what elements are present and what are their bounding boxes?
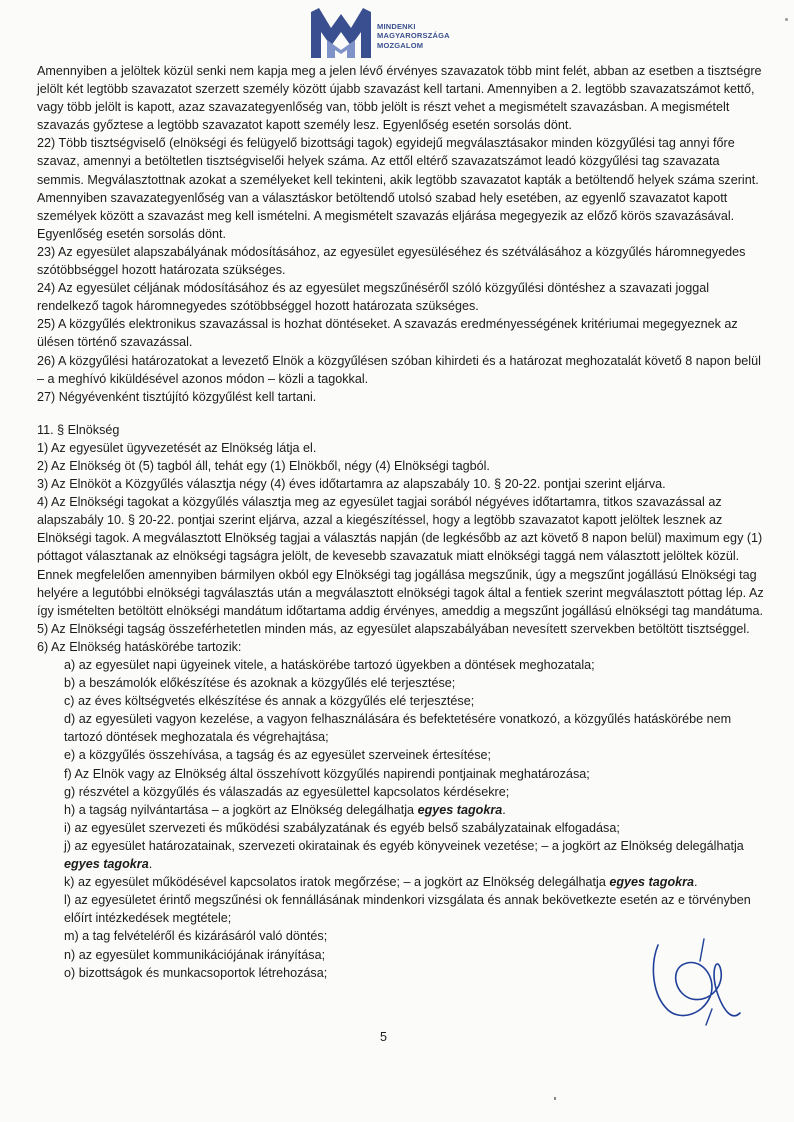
list-item-h-end: . (502, 802, 506, 817)
list-item-h (37, 801, 767, 819)
paragraph-24: 24) Az egyesület céljának módosításához és az egyesület megszűnéséről szóló közgyűlési döntéshez a szavazati joggal rendelkező tagok háromnegyedes szótöbbséggel hozott határozata szükséges. (37, 281, 710, 314)
list-item-m: m) a tag felvételéről és kizárásáról való döntés; (64, 929, 328, 944)
document-body (37, 62, 767, 982)
paragraph-25: 25) A közgyűlés elektronikus szavazással is hozhat döntéseket. A szavazás eredményességének kritériumai megegyeznek az ülésen történő szavazással. (37, 317, 738, 350)
list-item-j-text: j) az egyesület határozatainak, szervezeti okiratainak és egyéb könyveinek vezetése; – a jogkört az Elnökség delegálhatja (64, 838, 744, 853)
paragraph-22: 22) Több tisztségviselő (elnökségi és felügyelő bizottsági tagok) egyidejű megválasztásakor minden közgyűlési tag annyi főre szavaz, amennyi a betöltetlen tisztségviselői helyek száma. Az ettől eltérő szavazatszámot leadó közgyűlési tag szavazata semmis. Megválasztottnak azokat a személyeket kell tekinteni, akik legtöbb szavazatot kapták a betöltendő helyek száma szerint. Amennyiben szavazategyenlőség van a választáskor betöltendő utolsó szabad hely esetében, az egyenlő szavazatot kapott személyek között a szavazást meg kell ismételni. A megismételt szavazás eljárása megegyezik az előző körös szavazásával. Egyenlőség esetén sorsolás dönt. (37, 136, 759, 241)
logo-line-3: MOZGALOM (377, 40, 424, 50)
list-item-k-text: k) az egyesület működésével kapcsolatos iratok megőrzése; – a jogkört az Elnökség delegálhatja (64, 875, 610, 890)
scan-mark (554, 1097, 556, 1100)
list-item-l: l) az egyesületet érintő megszűnési ok fennállásának mindenkori vizsgálata és annak bekövetkezte esetén az e törvényben előírt intézkedések megtétele; (64, 893, 751, 926)
list-item-o: o) bizottságok és munkacsoportok létrehozása; (64, 965, 328, 980)
paragraph-26: 26) A közgyűlési határozatokat a levezető Elnök a közgyűlésen szóban kihirdeti és a határozat meghozatalát követő 8 napon belül – a meghívó kiküldésével azonos módon – közli a tagokkal. (37, 353, 761, 386)
logo-text (377, 22, 450, 51)
paragraph-23: 23) Az egyesület alapszabályának módosításához, az egyesület egyesüléséhez és szétválásához a közgyűlés háromnegyedes szótöbbséggel hozott határozata szükséges. (37, 244, 746, 278)
list-item-j-end: . (148, 857, 153, 872)
section-11-point-1: 1) Az egyesület ügyvezetését az Elnökség látja el. (37, 440, 317, 455)
list-item-j-emphasis: egyes tagokra (64, 857, 149, 872)
list-item-i: i) az egyesület szervezeti és működési szabályzatának és egyéb belső szabályzatainak elfogadása; (64, 820, 620, 835)
list-item-j (37, 837, 767, 873)
paragraph-21-continuation: Amennyiben a jelöltek közül senki nem kapja meg a jelen lévő érvényes szavazatok több mint felét, abban az esetben a tisztségre jelölt két legtöbb szavazatot szerzett személy között újabb szavazást kell tartani. Amennyiben a 2. legtöbb szavazatszámot kettő, vagy több jelölt is kapott, azaz szavazategyenlőség van, több jelölt is részt vehet a megismételt szavazásban. A megismételt szavazás győztese a legtöbb szavazatot kapott személy lesz. Egyenlőség esetén sorsolás dönt. (37, 64, 762, 133)
list-item-h-emphasis: egyes tagokra (417, 802, 503, 817)
section-11-point-4: 4) Az Elnökségi tagokat a közgyűlés választja meg az egyesület tagjai sorából négyéves időtartamra, titkos szavazással az alapszabály 10. § 20-22. pontjai szerint eljárva, azzal a kiegészítéssel, hogy a legtöbb szavazatot kapott jelöltek lesznek az Elnökségi tagok. A megválasztott Elnökség tagjai a választás napján (de legkésőbb az azt követő 8 napon belül) maximum egy (1) póttagot választanak az elnökségi tagságra jelölt, de kevesebb szavazatuk miatt elnökségi taggá nem választott jelöltek közül. Ennek megfelelően amennyiben bármilyen okból egy Elnökségi tag jogállása megszűnik, úgy a megszűnt jogállású Elnökségi tag helyére a legutóbbi elnökségi tagválasztás után a megválasztott elnökségi tagok által a fentiek szerint megválasztott póttag lép. Az így ismételten betöltött elnökségi mandátum időtartama addig érvényes, ameddig a megszűnt jogállású elnökségi tag mandátuma. (37, 495, 764, 618)
list-item-k (37, 873, 767, 891)
organization-logo (309, 6, 450, 60)
list-item-k-emphasis: egyes tagokra (609, 875, 695, 890)
list-item-a: a) az egyesület napi ügyeinek vitele, a hatáskörébe tartozó ügyekben a döntések meghozatala; (64, 658, 595, 672)
section-11-point-6: 6) Az Elnökség hatáskörébe tartozik: (37, 639, 242, 654)
section-11-point-3: 3) Az Elnököt a Közgyűlés választja négy (4) éves időtartamra az alapszabály 10. § 20-22. pontjai szerint eljárva. (37, 477, 666, 492)
scan-speck (785, 18, 788, 21)
list-item-g: g) részvétel a közgyűlés és válaszadás az egyesülettel kapcsolatos kérdésekre; (64, 784, 510, 799)
signature-icon (640, 925, 750, 1035)
logo-line-2: MAGYARORSZÁGA (377, 31, 450, 41)
list-item-f: f) Az Elnök vagy az Elnökség által összehívott közgyűlés napirendi pontjainak meghatározása; (64, 766, 590, 781)
section-title: 11. § Elnökség (37, 422, 120, 437)
mmm-logo-icon (309, 6, 373, 60)
list-item-b: b) a beszámolók előkészítése és azoknak a közgyűlés elé terjesztése; (64, 676, 456, 691)
list-item-e: e) a közgyűlés összehívása, a tagság és az egyesület szerveinek értesítése; (64, 748, 492, 763)
list-item-c: c) az éves költségvetés elkészítése és annak a közgyűlés elé terjesztése; (64, 694, 475, 709)
list-item-h-text: h) a tagság nyilvántartása – a jogkört az Elnökség delegálhatja (64, 802, 418, 817)
list-item-d: d) az egyesületi vagyon kezelése, a vagyon felhasználására és befektetésére vonatkozó, a közgyűlés hatáskörébe nem tartozó döntések meghozatala és végrehajtása; (64, 712, 732, 745)
paragraph-27: 27) Négyévenként tisztújító közgyűlést kell tartani. (37, 389, 317, 404)
section-11-point-5: 5) Az Elnökségi tagság összeférhetetlen minden más, az egyesület alapszabályában nevesített szervekben betöltött tisztséggel. (37, 621, 750, 636)
section-11-point-2: 2) Az Elnökség öt (5) tagból áll, tehát egy (1) Elnökből, négy (4) Elnökségi tagból. (37, 458, 490, 473)
list-item-k-end: . (694, 875, 698, 890)
logo-line-1: MINDENKI (377, 21, 416, 31)
list-item-n: n) az egyesület kommunikációjának irányítása; (64, 947, 326, 962)
page-number: 5 (380, 1030, 388, 1044)
